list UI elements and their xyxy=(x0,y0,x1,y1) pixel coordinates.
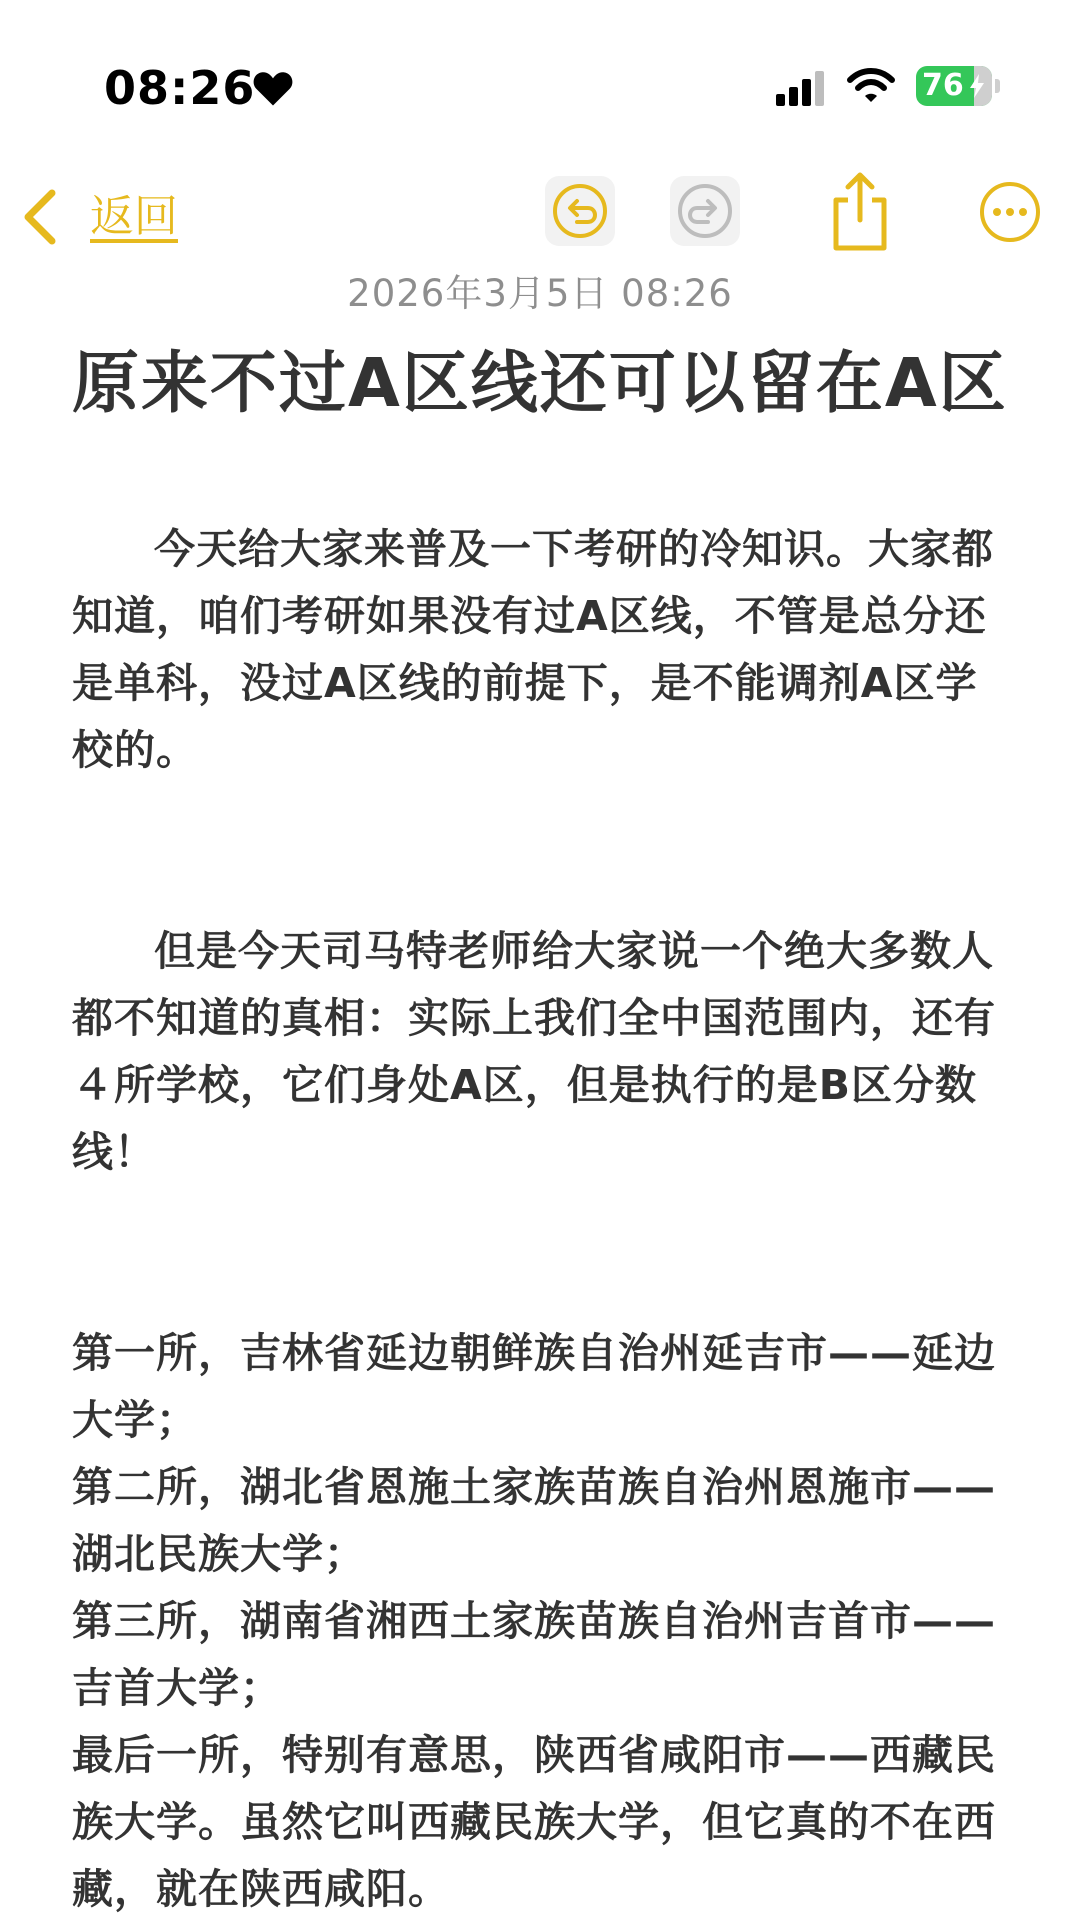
more-icon[interactable] xyxy=(978,180,1042,244)
redo-button[interactable] xyxy=(670,176,740,246)
note-body[interactable] xyxy=(72,516,1018,1923)
school-item-3: 第三所，湖南省湘西土家族苗族自治州吉首市——吉首大学； xyxy=(72,1597,996,1712)
heart-icon xyxy=(252,68,294,108)
wifi-icon xyxy=(846,66,896,106)
status-time: 08:26 xyxy=(104,61,256,115)
cellular-signal-icon xyxy=(776,70,826,106)
back-label: 返回 xyxy=(90,191,178,242)
share-icon[interactable] xyxy=(828,170,892,254)
school-item-1: 第一所，吉林省延边朝鲜族自治州延吉市——延边大学； xyxy=(72,1329,996,1444)
undo-button[interactable] xyxy=(545,176,615,246)
undo-icon xyxy=(549,180,611,242)
battery-level: 76 xyxy=(922,68,964,103)
note-date: 2026年3月5日 08:26 xyxy=(347,272,733,315)
school-item-2: 第二所，湖北省恩施土家族苗族自治州恩施市——湖北民族大学； xyxy=(72,1463,996,1578)
redo-icon xyxy=(674,180,736,242)
note-title[interactable]: 原来不过A区线还可以留在A区 xyxy=(72,344,1008,422)
school-item-4: 最后一所，特别有意思，陕西省咸阳市——西藏民族大学。虽然它叫西藏民族大学，但它真的不在西藏，就在陕西咸阳。 xyxy=(72,1731,996,1913)
charging-bolt-icon xyxy=(970,74,984,98)
chevron-left-icon xyxy=(20,187,60,247)
battery-indicator xyxy=(916,66,992,106)
status-bar xyxy=(0,0,1080,150)
battery-cap xyxy=(995,79,1000,93)
paragraph-intro: 今天给大家来普及一下考研的冷知识。大家都知道，咱们考研如果没有过A区线，不管是总分还是单科，没过A区线的前提下，是不能调剂A区学校的。 xyxy=(72,525,994,774)
paragraph-truth: 但是今天司马特老师给大家说一个绝大多数人都不知道的真相：实际上我们全中国范围内，还有４所学校，它们身处A区，但是执行的是B区分数线！ xyxy=(72,927,996,1176)
back-button[interactable] xyxy=(20,182,178,252)
note-toolbar xyxy=(0,160,1080,270)
